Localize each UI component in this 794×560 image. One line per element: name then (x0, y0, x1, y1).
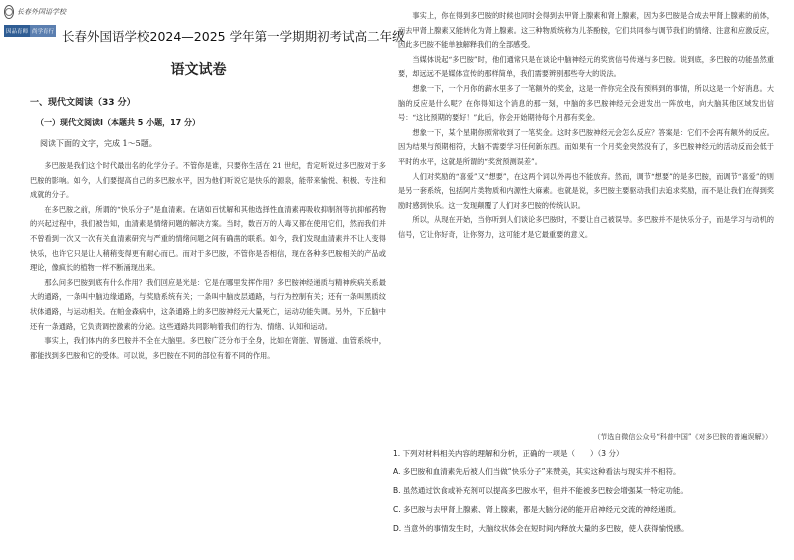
passage-paragraph: 事实上，你在得到多巴胺的时候也同时会得到去甲肾上腺素和肾上腺素，因为多巴胺是合成去甲肾上腺素的前体，而去甲肾上腺素又能转化为肾上腺素。这三种物质统称为儿茶酚胺，它们共同参与调节我们的情绪、注意和应激反应，因此多巴胺不能单独解释我们的全部感受。 (398, 11, 774, 50)
school-motto (4, 25, 58, 37)
question-option-a[interactable]: A. 多巴胺和血清素先后被人们当做“快乐分子”来赞美，其实这种看法与现实并不相符。 (393, 467, 681, 476)
passage-paragraph: 想象一下，某个星期你照常收到了一笔奖金。这时多巴胺神经元会怎么反应？答案是：它们不会再有额外的反应。因为结果与预期相符，大脑不需要学习任何新东西。而如果有一个月奖金突然没有了，多巴胺神经元的活动反而会低于平时的水平，这就是所谓的“奖赏预测误差”。 (398, 127, 774, 166)
paper-title: 语文试卷 (170, 62, 227, 78)
section-heading: 一、现代文阅读（33 分） (30, 98, 136, 108)
question-option-b[interactable]: B. 虽然通过饮食或补充剂可以提高多巴胺水平，但并不能被多巴胺会增强某一特定功能。 (393, 486, 688, 495)
passage-paragraph: 那么问多巴胺到底有什么作用？我们回应是光是：它是在哪里发挥作用？多巴胺神经递质与精神疾病关系最大的通路，一条叫中脑边缘通路，与奖励系统有关；一条叫中脑皮层通路，与行为控制有关；还有一条叫黑质纹状体通路，与运动相关。在帕金森病中，这条通路上的多巴胺神经元大量死亡，运动功能失调。另外，下丘脑中还有一条通路，它负责调控激素的分泌。这些通路共同影响着我们的行为、情绪、认知和运动。 (30, 277, 386, 331)
passage-paragraph: 当媒体说起“多巴胺”时，他们通常只是在谈论中脑神经元的奖赏信号传递与多巴胺。说到底，多巴胺的功能虽然重要，却远远不是媒体宣传的那样简单，我们需要辨别那些夸大的说法。 (398, 54, 774, 79)
passage-paragraph: 想象一下，一个月你的薪水里多了一笔额外的奖金，这是一件你完全没有预料到的事情，所以这是一个好消息。大脑的反应是什么呢？在你得知这个消息的那一刻，中脑的多巴胺神经元会迸发出一阵放电，向大脑其他区域发出信号：“这比预期的要好！”此后，你会开始期待每个月都有奖金。 (398, 83, 774, 123)
passage-paragraph: 在多巴胺之前，所谓的“快乐分子”是血清素。在诸如百忧解和其他选择性血清素再吸收抑制剂等抗抑郁药物的兴起过程中，我们被告知，血清素是情绪问题的解决方案。当时，数百万的人毒又都在使用它们，然而我们并不曾看到一次又一次有关血清素研究与严重的情绪问题之间有确凿的联系。如今，我们发现血清素并不让人变得快乐，也许它只是让人稍稍变得更有耐心而已。而对于多巴胺，不管你是否相信，现在各种多巴胺相关的产品或理论，像疯长的植物一样不断涌现出来。 (30, 204, 386, 273)
school-logo (4, 5, 66, 37)
question-option-d[interactable]: D. 当意外的事情发生时，大脑纹状体会在短时间内释放大量的多巴胺，使人获得愉悦感。 (393, 524, 689, 533)
motto-part-a: 因品育师 (4, 25, 30, 37)
passage-paragraph: 人们对奖励的“喜爱”又“想要”，在这两个词以外再也不能放弃。然而，调节“想要”的是多巴胺，而调节“喜爱”的则是另一套系统，包括阿片类物质和内源性大麻素。也就是说，多巴胺主要驱动我们去追求奖励，而不是让我们在得到奖励时感到快乐。这一发现颠覆了人们对多巴胺的传统认识。 (398, 171, 774, 210)
motto-part-b: 尚学育行 (30, 25, 56, 37)
reading-instruction: 阅读下面的文字，完成 1～5题。 (40, 139, 157, 148)
passage-right-column (398, 9, 774, 243)
passage-paragraph: 所以，从现在开始，当你听到人们谈论多巴胺时，不要让自己被误导。多巴胺并不是快乐分子，而是学习与动机的信号，它让你好奇，让你努力，这可能才是它最重要的意义。 (398, 215, 774, 239)
subsection-heading: （一）现代文阅读Ⅰ（本题共 5 小题，17 分） (36, 118, 201, 127)
passage-paragraph: 多巴胺是我们这个时代最出名的化学分子。不管你是谁，只要你生活在 21 世纪，肯定听说过多巴胺对于多巴胺的影响。如今，人们要提高自己的多巴胺水平，因为他们听说它是快乐的源泉，能带来愉悦、积极、专注和成就的分子。 (30, 161, 386, 200)
question-stem: 1. 下列对材料相关内容的理解和分析，正确的一项是（ ）（3 分） (393, 449, 624, 458)
school-name-script: 长春外国语学校 (17, 8, 66, 16)
passage-source: （节选自微信公众号“科普中国”《对多巴胺的普遍误解》） (593, 433, 772, 441)
passage-paragraph: 事实上，我们体内的多巴胺并不全在大脑里。多巴胺广泛分布于全身，比如在肾脏、胃肠道、血管系统中，都能找到多巴胺和它的受体。可以说，多巴胺在不同的部位有着不同的作用。 (30, 336, 386, 360)
passage-left-column (30, 159, 386, 363)
question-option-c[interactable]: C. 多巴胺与去甲肾上腺素、肾上腺素，都是大脑分泌的能开启神经元交流的神经递质。 (393, 505, 681, 514)
exam-title: 长春外国语学校2024—2025 学年第一学期期初考试高二年级 (62, 29, 405, 44)
school-seal-icon (4, 5, 14, 19)
